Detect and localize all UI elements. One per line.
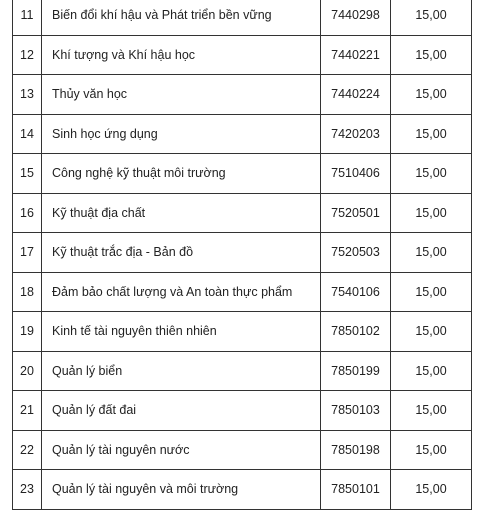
major-name-cell: Quản lý tài nguyên nước bbox=[42, 430, 321, 470]
row-number-cell: 19 bbox=[13, 312, 42, 352]
score-cell: 15,00 bbox=[391, 75, 472, 115]
major-code-cell: 7510406 bbox=[321, 154, 391, 194]
row-number-cell: 20 bbox=[13, 351, 42, 391]
table-row bbox=[13, 470, 472, 510]
row-number-cell: 23 bbox=[13, 470, 42, 510]
score-cell: 15,00 bbox=[391, 154, 472, 194]
major-code-cell: 7520503 bbox=[321, 233, 391, 273]
row-number-cell: 14 bbox=[13, 114, 42, 154]
major-name-cell: Đảm bảo chất lượng và An toàn thực phẩm bbox=[42, 272, 321, 312]
score-cell: 15,00 bbox=[391, 312, 472, 352]
major-name-cell: Khí tượng và Khí hậu học bbox=[42, 35, 321, 75]
score-cell: 15,00 bbox=[391, 0, 472, 35]
admission-score-table bbox=[12, 0, 472, 510]
table-row bbox=[13, 272, 472, 312]
major-name-cell: Kỹ thuật địa chất bbox=[42, 193, 321, 233]
row-number-cell: 16 bbox=[13, 193, 42, 233]
major-name-cell: Quản lý đất đai bbox=[42, 391, 321, 431]
row-number-cell: 17 bbox=[13, 233, 42, 273]
row-number-cell: 22 bbox=[13, 430, 42, 470]
major-code-cell: 7850198 bbox=[321, 430, 391, 470]
major-code-cell: 7440224 bbox=[321, 75, 391, 115]
table-row bbox=[13, 114, 472, 154]
score-cell: 15,00 bbox=[391, 233, 472, 273]
major-name-cell: Kinh tế tài nguyên thiên nhiên bbox=[42, 312, 321, 352]
table-row bbox=[13, 35, 472, 75]
major-code-cell: 7420203 bbox=[321, 114, 391, 154]
major-code-cell: 7850103 bbox=[321, 391, 391, 431]
major-name-cell: Biến đổi khí hậu và Phát triển bền vững bbox=[42, 0, 321, 35]
score-cell: 15,00 bbox=[391, 114, 472, 154]
table-row bbox=[13, 312, 472, 352]
major-name-cell: Công nghệ kỹ thuật môi trường bbox=[42, 154, 321, 194]
row-number-cell: 15 bbox=[13, 154, 42, 194]
score-cell: 15,00 bbox=[391, 470, 472, 510]
table-row bbox=[13, 351, 472, 391]
row-number-cell: 12 bbox=[13, 35, 42, 75]
table-body bbox=[13, 0, 472, 509]
score-cell: 15,00 bbox=[391, 430, 472, 470]
row-number-cell: 18 bbox=[13, 272, 42, 312]
major-code-cell: 7850199 bbox=[321, 351, 391, 391]
table-row bbox=[13, 154, 472, 194]
major-code-cell: 7540106 bbox=[321, 272, 391, 312]
table-row bbox=[13, 391, 472, 431]
major-code-cell: 7440298 bbox=[321, 0, 391, 35]
table-row bbox=[13, 75, 472, 115]
row-number-cell: 13 bbox=[13, 75, 42, 115]
table-row bbox=[13, 430, 472, 470]
major-name-cell: Quản lý biển bbox=[42, 351, 321, 391]
major-code-cell: 7850102 bbox=[321, 312, 391, 352]
table-row bbox=[13, 233, 472, 273]
table-row bbox=[13, 0, 472, 35]
row-number-cell: 11 bbox=[13, 0, 42, 35]
score-cell: 15,00 bbox=[391, 351, 472, 391]
score-cell: 15,00 bbox=[391, 193, 472, 233]
major-code-cell: 7440221 bbox=[321, 35, 391, 75]
score-cell: 15,00 bbox=[391, 272, 472, 312]
major-name-cell: Thủy văn học bbox=[42, 75, 321, 115]
score-cell: 15,00 bbox=[391, 35, 472, 75]
row-number-cell: 21 bbox=[13, 391, 42, 431]
major-name-cell: Kỹ thuật trắc địa - Bản đồ bbox=[42, 233, 321, 273]
major-name-cell: Sinh học ứng dụng bbox=[42, 114, 321, 154]
table-row bbox=[13, 193, 472, 233]
major-name-cell: Quản lý tài nguyên và môi trường bbox=[42, 470, 321, 510]
major-code-cell: 7850101 bbox=[321, 470, 391, 510]
major-code-cell: 7520501 bbox=[321, 193, 391, 233]
score-cell: 15,00 bbox=[391, 391, 472, 431]
